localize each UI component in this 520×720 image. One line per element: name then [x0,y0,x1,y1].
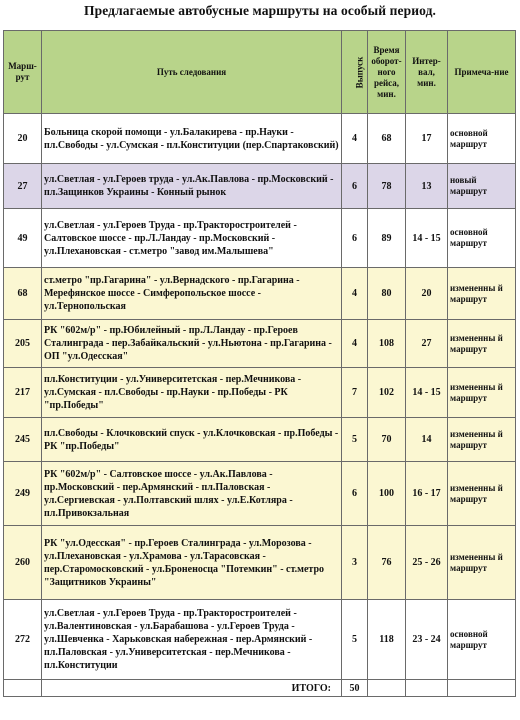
route-number: 68 [4,268,42,320]
route-release: 5 [342,600,368,680]
table-row [4,526,516,600]
route-number: 272 [4,600,42,680]
header-time: Время оборот-ного рейса, мин. [368,31,406,114]
route-interval: 25 - 26 [406,526,448,600]
route-time: 80 [368,268,406,320]
route-release: 4 [342,320,368,368]
route-note: новый маршрут [448,164,516,209]
route-release: 6 [342,462,368,526]
route-time: 76 [368,526,406,600]
routes-table [3,30,516,697]
header-release: Выпуск [342,31,368,114]
route-release: 4 [342,268,368,320]
page-title: Предлагаемые автобусные маршруты на особый период. [84,3,436,18]
table-row [4,268,516,320]
route-release: 3 [342,526,368,600]
route-time: 89 [368,209,406,268]
total-empty-cell [368,680,406,697]
route-number: 260 [4,526,42,600]
route-release: 6 [342,164,368,209]
route-release: 7 [342,368,368,418]
route-release: 6 [342,209,368,268]
route-interval: 27 [406,320,448,368]
route-number: 20 [4,114,42,164]
route-number: 27 [4,164,42,209]
route-note: основной маршрут [448,600,516,680]
header-note: Примеча-ние [448,31,516,114]
route-release: 4 [342,114,368,164]
route-note: измененны й маршрут [448,320,516,368]
route-note: основной маршрут [448,114,516,164]
route-path: ул.Светлая - ул.Героев Труда - пр.Тракторостроителей - Салтовское шоссе - пр.Л.Ландау - пр.Московский - ул.Плехановская - ст.метро "завод им.Малышева" [42,209,342,268]
route-interval: 16 - 17 [406,462,448,526]
route-time: 100 [368,462,406,526]
route-interval: 23 - 24 [406,600,448,680]
table-row [4,418,516,462]
route-interval: 14 - 15 [406,368,448,418]
total-label: ИТОГО: [42,680,342,697]
route-interval: 14 - 15 [406,209,448,268]
table-row [4,320,516,368]
total-empty-cell [448,680,516,697]
header-interval: Интер-вал, мин. [406,31,448,114]
route-path: ст.метро "пр.Гагарина" - ул.Вернадского - пр.Гагарина - Мерефянское шоссе - Симферопольское шоссе - ул.Тернопольская [42,268,342,320]
header-path: Путь следования [42,31,342,114]
route-path: Больница скорой помощи - ул.Балакирева - пр.Науки - пл.Свободы - ул.Сумская - пл.Конституции (пер.Спартаковский) [42,114,342,164]
table-row [4,462,516,526]
route-path: РК "602м/р" - Салтовское шоссе - ул.Ак.Павлова - пр.Московский - пер.Армянский - пл.Паловская - ул.Сергиевская - ул.Полтавский шлях - ул.Е.Котляра - пл.Привокзальная [42,462,342,526]
route-path: ул.Светлая - ул.Героев труда - ул.Ак.Павлова - пр.Московский - пл.Защинков Украины - Конный рынок [42,164,342,209]
route-interval: 20 [406,268,448,320]
table-row [4,600,516,680]
route-path: пл.Конституции - ул.Университетская - пер.Мечникова - ул.Сумская - пл.Свободы - пр.Науки - пр.Победы - РК "пр.Победы" [42,368,342,418]
route-note: измененны й маршрут [448,462,516,526]
table-row [4,209,516,268]
route-number: 217 [4,368,42,418]
table-row [4,368,516,418]
route-interval: 14 [406,418,448,462]
route-note: измененны й маршрут [448,526,516,600]
route-number: 205 [4,320,42,368]
route-time: 118 [368,600,406,680]
total-row [4,680,516,697]
table-row [4,114,516,164]
total-empty-cell [406,680,448,697]
route-time: 78 [368,164,406,209]
route-time: 70 [368,418,406,462]
route-path: РК "602м/р" - пр.Юбилейный - пр.Л.Ландау - пр.Героев Сталинграда - пер.Забайкальский - ул.Ньютона - пр.Гагарина - ОП "ул.Одесская" [42,320,342,368]
table-header-row [4,31,516,114]
route-number: 249 [4,462,42,526]
route-interval: 13 [406,164,448,209]
total-spacer [4,680,42,697]
route-note: основной маршрут [448,209,516,268]
header-route: Марш-рут [4,31,42,114]
route-release: 5 [342,418,368,462]
route-note: измененны й маршрут [448,368,516,418]
route-path: пл.Свободы - Клочковский спуск - ул.Клочковская - пр.Победы - РК "пр.Победы" [42,418,342,462]
total-value: 50 [342,680,368,697]
route-time: 108 [368,320,406,368]
route-note: измененны й маршрут [448,268,516,320]
table-row [4,164,516,209]
route-interval: 17 [406,114,448,164]
route-time: 102 [368,368,406,418]
route-path: ул.Светлая - ул.Героев Труда - пр.Тракторостроителей - ул.Валентиновская - ул.Барабашова - ул.Героев Труда - ул.Шевченка - Харьковская набережная - пер.Армянский - пл.Паловская - ул.Университетская - пер.Мечникова - пл.Конституции [42,600,342,680]
route-number: 245 [4,418,42,462]
route-number: 49 [4,209,42,268]
route-note: измененны й маршрут [448,418,516,462]
route-path: РК "ул.Одесская" - пр.Героев Сталинграда - ул.Морозова - ул.Плехановская - ул.Храмова - ул.Тарасовская - пер.Старомосковский - ул.Броненосца "Потемкин" - ст.метро "Защитников Украины" [42,526,342,600]
route-time: 68 [368,114,406,164]
